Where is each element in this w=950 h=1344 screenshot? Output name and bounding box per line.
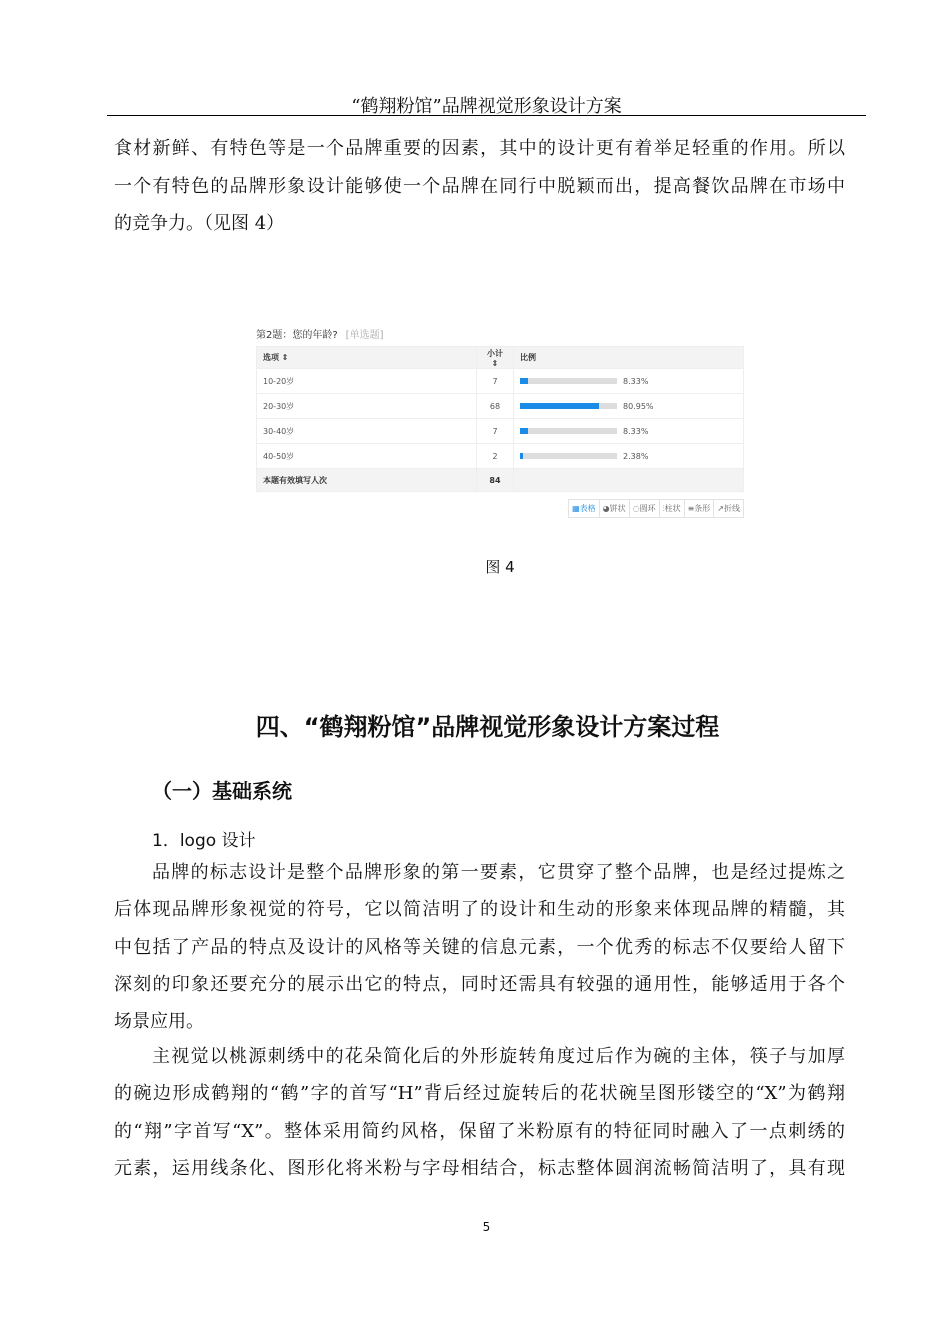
intro-line: 一个有特色的品牌形象设计能够使一个品牌在同行中脱颖而出，提高餐饮品牌在市场中 bbox=[114, 176, 845, 197]
survey-table bbox=[256, 346, 744, 492]
col-option[interactable]: 选项 ⇕ bbox=[257, 347, 477, 369]
ratio-fill bbox=[520, 453, 523, 459]
ratio-fill bbox=[520, 428, 528, 434]
paragraph-line: 品牌的标志设计是整个品牌形象的第一要素，它贯穿了整个品牌，也是经过提炼之 bbox=[152, 862, 845, 883]
table-row bbox=[257, 419, 744, 444]
paragraph-line: 元素，运用线条化、图形化将米粉与字母相结合，标志整体圆润流畅简洁明了，具有现 bbox=[114, 1157, 845, 1179]
count: 7 bbox=[477, 419, 514, 444]
paragraph-line: 后体现品牌形象视觉的符号，它以简洁明了的设计和生动的形象来体现品牌的精髓，其 bbox=[114, 899, 845, 921]
count: 7 bbox=[477, 369, 514, 394]
subsection-heading: （一）基础系统 bbox=[152, 779, 292, 803]
ratio-fill bbox=[520, 378, 528, 384]
paragraph-line: 中包括了产品的特点及设计的风格等关键的信息元素，一个优秀的标志不仅要给人留下 bbox=[114, 936, 845, 958]
ratio-bar bbox=[520, 453, 617, 459]
survey-figure bbox=[256, 326, 744, 518]
table-row bbox=[257, 394, 744, 419]
header-rule bbox=[107, 115, 866, 116]
paragraph-line: 主视觉以桃源刺绣中的花朵简化后的外形旋转角度过后作为碗的主体，筷子与加厚 bbox=[152, 1046, 845, 1067]
option-label: 40-50岁 bbox=[257, 444, 477, 469]
ratio-fill bbox=[520, 403, 599, 409]
percent: 80.95% bbox=[623, 401, 654, 411]
intro-line: 食材新鲜、有特色等是一个品牌重要的因素，其中的设计更有着举足轻重的作用。所以 bbox=[114, 138, 845, 159]
paragraph-line: 的碗边形成鹤翔的“鹤”字的首写“H”背后经过旋转后的花状碗呈图形镂空的“X”为鹤翔 bbox=[114, 1083, 845, 1105]
item-heading: 1．logo 设计 bbox=[152, 831, 256, 851]
option-label: 30-40岁 bbox=[257, 419, 477, 444]
paragraph-line: 场景应用。 bbox=[114, 1011, 204, 1033]
option-label: 10-20岁 bbox=[257, 369, 477, 394]
percent: 8.33% bbox=[623, 426, 649, 436]
running-header: “鹤翔粉馆”品牌视觉形象设计方案 bbox=[351, 96, 622, 117]
ratio-bar bbox=[520, 428, 617, 434]
percent: 8.33% bbox=[623, 376, 649, 386]
paragraph-line: 深刻的印象还要充分的展示出它的特点，同时还需具有较强的通用性，能够适用于各个 bbox=[114, 973, 845, 995]
ratio-bar bbox=[520, 403, 617, 409]
total-count: 84 bbox=[477, 469, 514, 492]
col-count[interactable]: 小计 ⇕ bbox=[477, 347, 514, 369]
view-switcher bbox=[256, 499, 744, 518]
intro-line: 的竞争力。（见图 4） bbox=[114, 213, 285, 234]
view-button[interactable]: ≡条形 bbox=[684, 499, 715, 518]
question-type: [单选题] bbox=[345, 330, 384, 341]
view-button[interactable]: ◌圆环 bbox=[629, 499, 660, 518]
ratio-bar bbox=[520, 378, 617, 384]
table-row bbox=[257, 444, 744, 469]
survey-question bbox=[256, 326, 744, 346]
question-text: 第2题：您的年龄? bbox=[256, 330, 338, 341]
col-ratio: 比例 bbox=[514, 347, 744, 369]
view-button[interactable]: ⫶柱状 bbox=[659, 499, 685, 518]
view-button[interactable]: ↗折线 bbox=[713, 499, 744, 518]
total-label: 本题有效填写人次 bbox=[257, 469, 477, 492]
option-label: 20-30岁 bbox=[257, 394, 477, 419]
count: 68 bbox=[477, 394, 514, 419]
percent: 2.38% bbox=[623, 451, 649, 461]
view-button[interactable]: ▦表格 bbox=[568, 499, 600, 518]
table-row bbox=[257, 369, 744, 394]
page-number: 5 bbox=[482, 1220, 491, 1234]
count: 2 bbox=[477, 444, 514, 469]
figure-caption: 图 4 bbox=[485, 558, 515, 576]
paragraph-line: 的“翔”字首写“X”。整体采用简约风格，保留了米粉原有的特征同时融入了一点刺绣的 bbox=[114, 1120, 845, 1142]
view-button[interactable]: ◕饼状 bbox=[599, 499, 630, 518]
section-heading: 四、“鹤翔粉馆”品牌视觉形象设计方案过程 bbox=[255, 713, 720, 741]
